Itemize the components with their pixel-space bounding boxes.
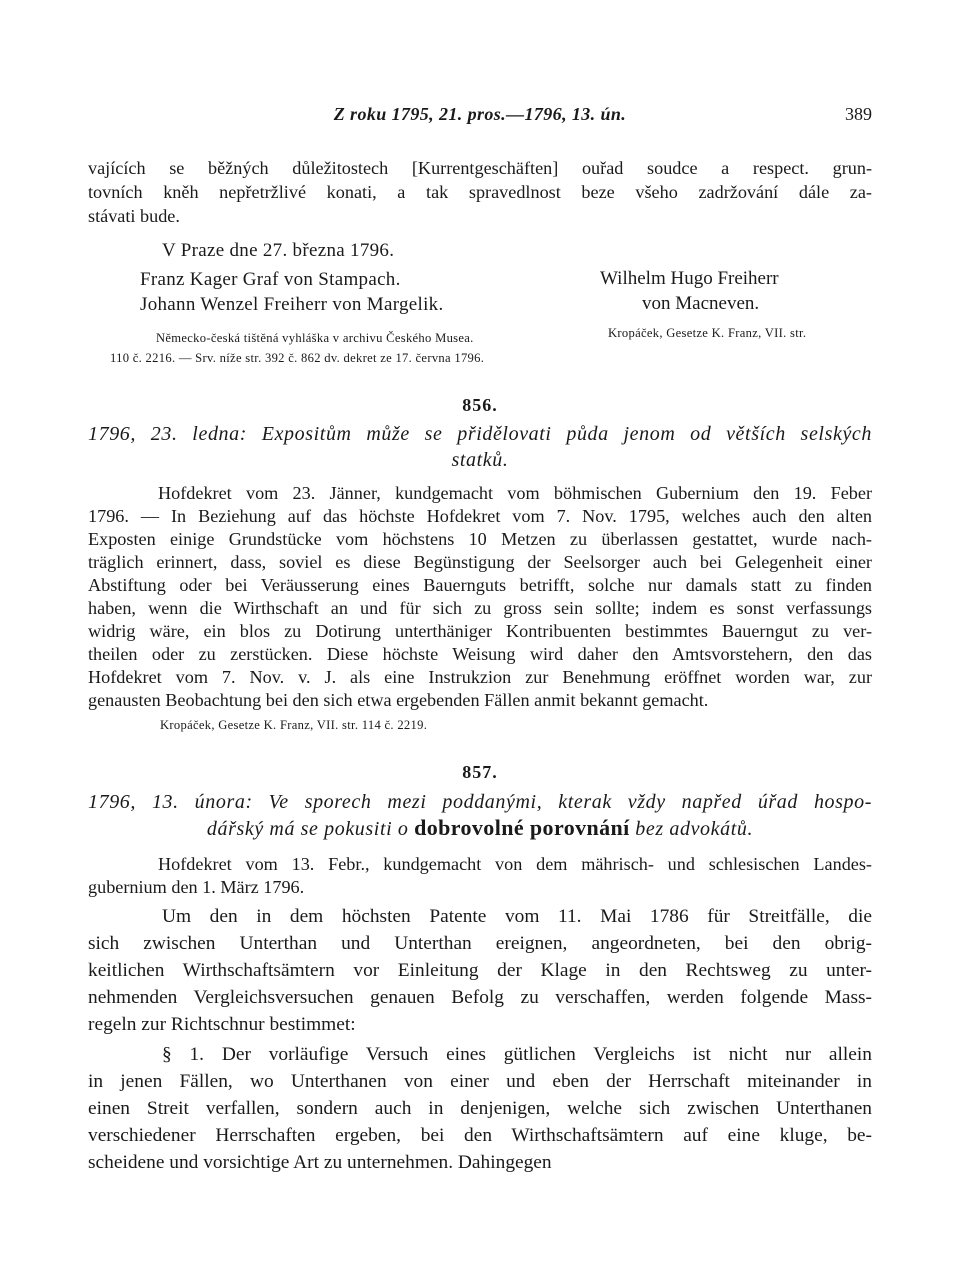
signature-left-1: Franz Kager Graf von Stampach. — [140, 269, 401, 290]
text-line: scheidene und vorsichtige Art zu unternehmen. Dahingegen — [88, 1152, 552, 1173]
text-line: verschiedener Herrschaften ergeben, bei den Wirthschaftsämtern auf eine kluge, be- — [88, 1125, 872, 1146]
source-note-line-2: 110 č. 2216. — Srv. níže str. 392 č. 862 dv. dekret ze 17. června 1796. — [110, 351, 485, 365]
text-line: haben, wenn die Wirthschaft an und für sich zu gross sein sollte; indem es sonst verfassungs — [88, 598, 872, 618]
signature-left-2: Johann Wenzel Freiherr von Margelik. — [140, 294, 444, 315]
text-line: Abstiftung oder bei Veräusserung eines Bauernguts betrifft, solche nur damals statt zu finden — [88, 575, 872, 595]
text-line: 1796. — In Beziehung auf das höchste Hofdekret vom 7. Nov. 1795, welches auch den alten — [88, 506, 872, 526]
source-note: Německo-česká tištěná vyhláška v archivu Českého Musea. — [156, 331, 474, 345]
text-line: genausten Beobachtung bei den sich etwa ergebenden Fällen anmit bekannt gemacht. — [88, 690, 709, 710]
text-line: einen Streit verfallen, sondern auch in denjenigen, welche sich zwischen Unterthanen — [88, 1098, 872, 1119]
text-line: Hofdekret vom 7. Nov. v. J. als eine Instrukzion zur Benehmung eröffnet worden war, zur — [88, 667, 872, 687]
date-line: V Praze dne 27. března 1796. — [162, 240, 395, 261]
title-text: bez advokátů. — [629, 818, 754, 840]
source-note: Kropáček, Gesetze K. Franz, VII. str. 114 č. 2219. — [160, 718, 428, 732]
signature-right-2: von Macneven. — [642, 293, 760, 314]
text-line: § 1. Der vorläufige Versuch eines gütlichen Vergleichs ist nicht nur allein — [162, 1044, 872, 1065]
text-line: keitlichen Wirthschaftsämtern vor Einleitung der Klage in den Rechtsweg zu unter- — [88, 960, 872, 981]
text-line: vajících se běžných důležitostech [Kurrentgeschäften] ouřad soudce a respect. grun- — [88, 158, 872, 178]
text-line: theilen oder zu zerstücken. Diese höchste Weisung wird daher den Amtsvorstehern, den das — [88, 644, 872, 664]
text-line: nehmenden Vergleichsversuchen genauen Befolg zu verschaffen, werden folgende Mass- — [88, 987, 872, 1008]
text-line: regeln zur Richtschnur bestimmet: — [88, 1014, 356, 1035]
entry-title-857-cont — [88, 816, 872, 841]
entry-title-856: 1796, 23. ledna: Expositům může se přidělovati půda jenom od větších selských — [88, 423, 872, 445]
text-line: Hofdekret vom 23. Jänner, kundgemacht vom böhmischen Gubernium den 19. Feber — [158, 483, 872, 503]
text-line: in jenen Fällen, wo Unterthanen von einer und eben der Herrschaft miteinander in — [88, 1071, 872, 1092]
text-line: stávati bude. — [88, 206, 180, 226]
source-note-right: Kropáček, Gesetze K. Franz, VII. str. — [608, 326, 807, 340]
text-line: Exposten einige Grundstücke vom höchstens 10 Metzen zu überlassen gestattet, wurde nach- — [88, 529, 872, 549]
page-number: 389 — [845, 104, 872, 124]
text-line: Um den in dem höchsten Patente vom 11. Mai 1786 für Streitfälle, die — [162, 906, 872, 927]
text-line: träglich erinnert, dass, soviel es diese Begünstigung der Seelsorger auch bei Gelegenheit einer — [88, 552, 872, 572]
signature-right-1: Wilhelm Hugo Freiherr — [600, 268, 779, 289]
entry-number-857: 857. — [462, 762, 498, 782]
running-title: Z roku 1795, 21. pros.—1796, 13. ún. — [333, 104, 627, 124]
text-line: Hofdekret vom 13. Febr., kundgemacht von dem mährisch- und schlesischen Landes- — [158, 854, 872, 874]
text-line: sich zwischen Unterthan und Unterthan ereignen, angeordneten, bei den obrig- — [88, 933, 872, 954]
text-line: widrig wäre, ein blos zu Dotirung unterthäniger Kontribuenten bestimmtes Bauerngut zu ver- — [88, 621, 872, 641]
text-line: gubernium den 1. März 1796. — [88, 877, 305, 897]
title-text: dářský má se pokusiti o — [206, 818, 415, 840]
text-line: tovních kněh nepřetržlivé konati, a tak spravedlnost beze všeho zadržování dále za- — [88, 182, 872, 202]
title-emphasis: dobrovolné porovnání — [414, 815, 630, 840]
entry-title-856-cont: statků. — [451, 449, 509, 471]
entry-number-856: 856. — [462, 395, 498, 415]
entry-title-857: 1796, 13. února: Ve sporech mezi poddanými, kterak vždy napřed úřad hospo- — [88, 791, 872, 813]
running-header — [88, 104, 872, 130]
